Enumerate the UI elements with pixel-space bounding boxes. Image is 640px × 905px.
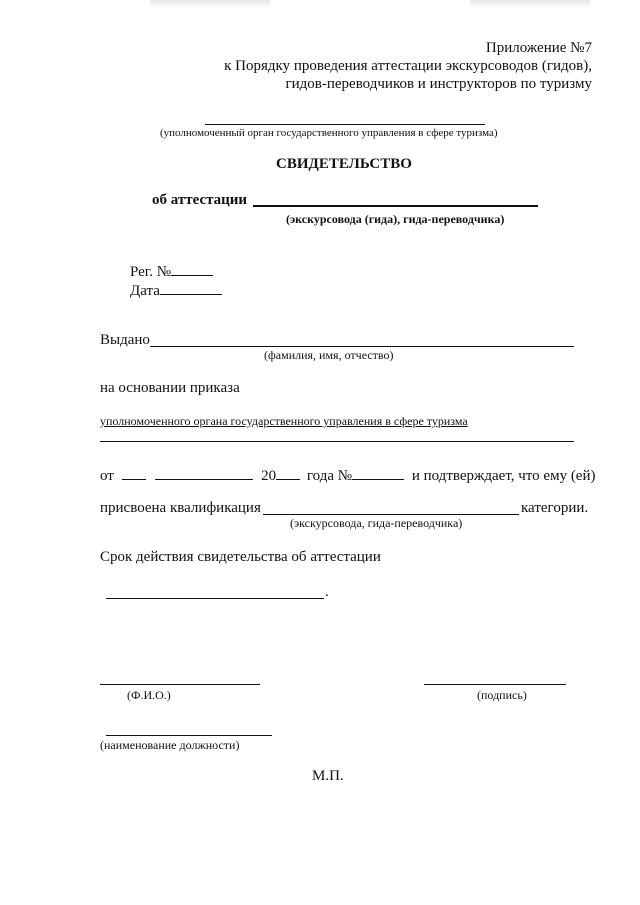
attestation-line (253, 205, 538, 207)
appendix-line-2: к Порядку проведения аттестации экскурсоводов (гидов), (224, 58, 592, 74)
position-line (106, 735, 272, 736)
attestation-label: об аттестации (152, 192, 248, 208)
validity-line (106, 598, 324, 599)
order-line: от 20 года № и подтверждает, что ему (ей) (100, 468, 596, 484)
attestation-caption: (экскурсовода (гида), гида-переводчика) (286, 212, 505, 226)
qualification-category: категории. (521, 500, 589, 516)
signature-line (424, 684, 566, 685)
qualification-caption: (экскурсовода, гида-переводчика) (290, 516, 463, 530)
scan-shadow (470, 0, 590, 8)
scan-shadow (150, 0, 270, 8)
validity-label: Срок действия свидетельства об аттестации (100, 549, 381, 565)
qualification-label: присвоена квалификация (100, 500, 261, 516)
signature-caption: (подпись) (477, 688, 527, 702)
position-caption: (наименование должности) (100, 738, 240, 752)
issued-caption: (фамилия, имя, отчество) (264, 348, 394, 362)
reg-date-label: Дата (130, 281, 222, 300)
fio-line (100, 684, 260, 685)
issued-name-line (150, 346, 574, 347)
reg-number-label: Рег. № (130, 262, 213, 281)
validity-end-mark: . (325, 584, 329, 600)
issued-label: Выдано (100, 332, 150, 348)
qualification-line (263, 514, 519, 515)
fio-caption: (Ф.И.О.) (127, 688, 171, 702)
basis-second-line (100, 441, 574, 442)
appendix-line-3: гидов-переводчиков и инструкторов по туризму (285, 76, 592, 92)
appendix-line-1: Приложение №7 (485, 40, 592, 56)
basis-authority: уполномоченного органа государственного управления в сфере туризма (100, 414, 468, 428)
document-title: СВИДЕТЕЛЬСТВО (276, 156, 412, 172)
authority-caption: (уполномоченный орган государственного управления в сфере туризма) (160, 127, 498, 139)
authority-line (205, 124, 485, 125)
basis-label: на основании приказа (100, 380, 240, 396)
stamp-place: М.П. (312, 768, 344, 784)
